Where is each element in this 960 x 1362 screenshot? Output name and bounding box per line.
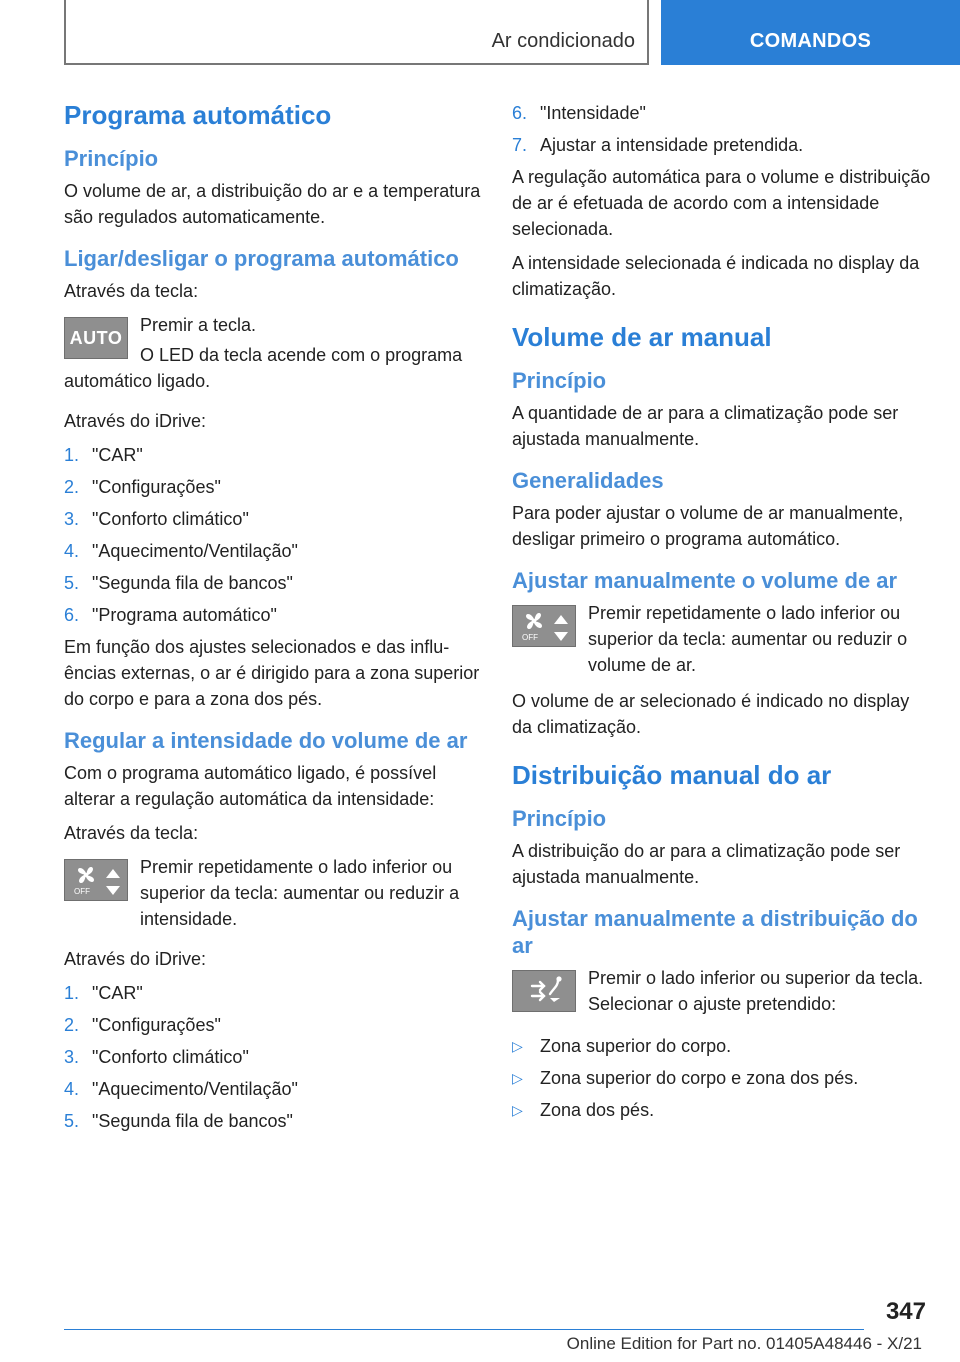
triangle-bullet-icon: ▷	[512, 1038, 523, 1054]
step-number: 2.	[64, 1015, 80, 1035]
text-quantidade: A quantidade de ar para a climatização pode ser ajustada manualmente.	[512, 403, 899, 449]
step-text: "CAR"	[92, 445, 143, 465]
step-text: "Conforto climático"	[92, 1047, 249, 1067]
step-text: "Conforto climático"	[92, 509, 249, 529]
fan-key-instruction-2	[512, 600, 932, 678]
text-para-poder: Para poder ajustar o volume de ar manualmente, desligar primeiro o programa automático.	[512, 503, 904, 549]
bullet-item	[512, 1065, 932, 1091]
chapter-tab[interactable]	[661, 0, 960, 65]
heading-ligar-desligar: Ligar/desligar o programa automático	[64, 246, 459, 271]
step-text: "Aquecimento/Ventilação"	[92, 1079, 298, 1099]
step-item	[64, 442, 484, 468]
step-number: 5.	[64, 573, 80, 593]
text-principio: O volume de ar, a distribuição do ar e a temperatura são regulados automaticamente.	[64, 181, 481, 227]
chapter-tab-label: COMANDOS	[749, 30, 872, 52]
heading-ajustar-distribuicao: Ajustar manualmente a distribuição do ar	[512, 906, 918, 958]
step-text: "Segunda fila de bancos"	[92, 573, 293, 593]
text-regulacao: A regulação automática para o volume e distribuição de ar é efetuada de acordo com a intensidade selecionada.	[512, 167, 931, 239]
text-com-programa: Com o programa automático ligado, é possível alterar a regulação automática da intensidade:	[64, 763, 437, 809]
left-column	[64, 100, 484, 1140]
auto-key-icon	[64, 317, 128, 359]
idrive-steps-list	[64, 442, 484, 628]
fan-up-down-key-icon	[64, 859, 128, 901]
step-number: 1.	[64, 445, 80, 465]
step-text: "Aquecimento/Ventilação"	[92, 541, 298, 561]
heading-generalidades: Generalidades	[512, 468, 664, 493]
triangle-bullet-icon: ▷	[512, 1102, 523, 1118]
off-label: OFF	[74, 887, 90, 896]
step-number: 4.	[64, 541, 80, 561]
text-premir-tecla: Premir a tecla.	[140, 315, 257, 335]
heading-distribuicao-manual: Distribuição manual do ar	[512, 760, 832, 790]
step-item	[64, 506, 484, 532]
off-label: OFF	[522, 633, 538, 642]
step-item	[64, 1044, 484, 1070]
text-premir-lado: Premir o lado inferior ou superior da tecla. Selecionar o ajuste pretendido:	[588, 968, 924, 1014]
heading-principio-distribuicao: Princípio	[512, 806, 607, 831]
step-number: 6.	[64, 605, 80, 625]
idrive-steps-list-2	[64, 980, 484, 1134]
bullet-text: Zona dos pés.	[540, 1100, 655, 1120]
step-text: "Configurações"	[92, 1015, 221, 1035]
auto-key-instruction	[64, 312, 484, 374]
step-number: 5.	[64, 1111, 80, 1131]
step-item	[512, 100, 932, 126]
fan-key-instruction	[64, 854, 484, 932]
step-number: 1.	[64, 983, 80, 1003]
step-number: 3.	[64, 1047, 80, 1067]
right-column	[512, 100, 932, 1129]
step-text: Ajustar a intensidade pretendida.	[540, 135, 804, 155]
text-funcao: Em função dos ajustes selecionados e das influências externas, o ar é dirigido para a zona superior do corpo e para a zona dos pés.	[64, 637, 480, 709]
step-number: 6.	[512, 103, 528, 123]
text-intensidade: A intensidade selecionada é indicada no display da climatização.	[512, 253, 920, 299]
auto-key-label: AUTO	[69, 327, 123, 348]
fan-up-down-key-icon	[512, 605, 576, 647]
step-item	[64, 1076, 484, 1102]
bullet-item	[512, 1097, 932, 1123]
text-atraves-idrive-2: Através do iDrive:	[64, 949, 207, 969]
step-item	[64, 980, 484, 1006]
distribution-options-list	[512, 1033, 932, 1123]
distribution-key-instruction	[512, 965, 932, 1027]
heading-programa-automatico: Programa automático	[64, 100, 332, 130]
bullet-item	[512, 1033, 932, 1059]
text-premir-repetidamente: Premir repetidamente o lado inferior ou superior da tecla: aumentar ou reduzir a intensidade.	[140, 857, 460, 929]
step-number: 4.	[64, 1079, 80, 1099]
step-item	[64, 602, 484, 628]
text-atraves-tecla-2: Através da tecla:	[64, 823, 199, 843]
heading-principio: Princípio	[64, 146, 159, 171]
footer-edition: Online Edition for Part no. 01405A48446 - X/21	[566, 1334, 922, 1353]
step-number: 3.	[64, 509, 80, 529]
bullet-text: Zona superior do corpo e zona dos pés.	[540, 1068, 859, 1088]
step-item	[64, 1108, 484, 1134]
step-item	[64, 538, 484, 564]
triangle-bullet-icon: ▷	[512, 1070, 523, 1086]
step-text: "Programa automático"	[92, 605, 277, 625]
text-led: O LED da tecla acende com o programa automático ligado.	[64, 345, 463, 391]
step-item	[64, 474, 484, 500]
step-number: 2.	[64, 477, 80, 497]
step-item	[64, 1012, 484, 1038]
step-text: "Segunda fila de bancos"	[92, 1111, 293, 1131]
text-volume-selecionado: O volume de ar selecionado é indicado no display da climatização.	[512, 691, 910, 737]
step-text: "Configurações"	[92, 477, 221, 497]
text-atraves-tecla: Através da tecla:	[64, 281, 199, 301]
idrive-steps-continued	[512, 100, 932, 158]
step-item	[512, 132, 932, 158]
heading-ajustar-volume: Ajustar manualmente o volume de ar	[512, 568, 898, 593]
step-number: 7.	[512, 135, 528, 155]
step-text: "Intensidade"	[540, 103, 646, 123]
text-atraves-idrive: Através do iDrive:	[64, 411, 207, 431]
heading-principio-volume: Princípio	[512, 368, 607, 393]
text-distribuicao: A distribuição do ar para a climatização pode ser ajustada manualmente.	[512, 841, 901, 887]
step-text: "CAR"	[92, 983, 143, 1003]
section-title: Ar condicionado	[491, 30, 635, 52]
heading-regular-intensidade: Regular a intensidade do volume de ar	[64, 728, 468, 753]
footer-rule	[64, 1329, 864, 1330]
air-distribution-key-icon	[512, 970, 576, 1012]
bullet-text: Zona superior do corpo.	[540, 1036, 732, 1056]
heading-volume-manual: Volume de ar manual	[512, 322, 772, 352]
page-number: 347	[885, 1298, 926, 1325]
text-premir-repetidamente-2: Premir repetidamente o lado inferior ou superior da tecla: aumentar ou reduzir o volume de ar.	[588, 603, 908, 675]
step-item	[64, 570, 484, 596]
